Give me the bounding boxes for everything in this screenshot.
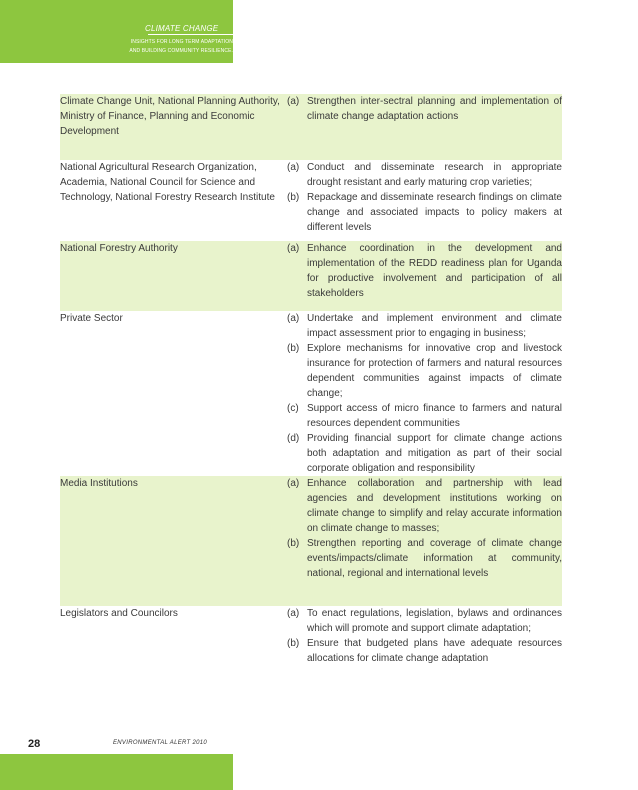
role-item: (a) Strengthen inter-sectral planning and implementation of climate change adaptation actions bbox=[287, 96, 562, 122]
header-subtitle-line1: INSIGHTS FOR LONG TERM ADAPTATION bbox=[130, 39, 233, 45]
table-row bbox=[60, 606, 562, 716]
role-item: (d) Providing financial support for climate change actions both adaptation and mitigation as part of their social corporate obligation and responsibility bbox=[287, 433, 562, 474]
table-row bbox=[60, 476, 562, 606]
role-text: Conduct and disseminate research in appropriate drought resistant and early maturing crop varieties; bbox=[307, 162, 562, 188]
role-text: Repackage and disseminate research findings on climate change and associated impacts to policy makers at different levels bbox=[307, 192, 562, 233]
role-text: Strengthen reporting and coverage of climate change events/impacts/climate information at community, national, regional and international levels bbox=[307, 538, 562, 579]
role-text: Providing financial support for climate change actions both adaptation and mitigation as part of their social corporate obligation and responsibility bbox=[307, 433, 562, 474]
role-text: Strengthen inter-sectral planning and implementation of climate change adaptation actions bbox=[307, 96, 562, 122]
roles-table bbox=[60, 94, 562, 716]
actor-cell: Climate Change Unit, National Planning Authority, Ministry of Finance, Planning and Economic Development bbox=[60, 94, 287, 160]
roles-cell bbox=[287, 476, 562, 606]
header-subtitle-line2: AND BUILDING COMMUNITY RESILIENCE. bbox=[129, 48, 233, 54]
roles-cell bbox=[287, 311, 562, 476]
header-title: CLIMATE CHANGE bbox=[145, 24, 219, 33]
actor-cell: Media Institutions bbox=[60, 476, 287, 606]
table-row bbox=[60, 160, 562, 241]
actor-cell: National Agricultural Research Organization, Academia, National Council for Science and Technology, National Forestry Research Institute bbox=[60, 162, 275, 203]
table-row bbox=[60, 241, 562, 311]
roles-cell bbox=[287, 241, 562, 311]
header-band bbox=[0, 0, 233, 63]
actor-cell: Private Sector bbox=[60, 313, 123, 324]
role-text: Explore mechanisms for innovative crop and livestock insurance for protection of farmers and natural resources dependent communities against impacts of climate change; bbox=[307, 343, 562, 399]
page-number: 28 bbox=[28, 738, 41, 750]
role-text: Undertake and implement environment and climate impact assessment prior to engaging in business; bbox=[307, 313, 562, 339]
actor-cell: National Forestry Authority bbox=[60, 241, 287, 311]
footer-band bbox=[0, 754, 233, 790]
table-row bbox=[60, 311, 562, 476]
role-item: (b) Explore mechanisms for innovative crop and livestock insurance for protection of farmers and natural resources dependent communities against impacts of climate change; bbox=[287, 343, 562, 399]
roles-cell bbox=[287, 94, 562, 160]
actor-cell: Legislators and Councilors bbox=[60, 608, 178, 619]
role-text: Enhance collaboration and partnership with lead agencies and development institutions working on climate change to simplify and relay accurate information on climate change to masses; bbox=[307, 478, 562, 534]
role-text: Support access of micro finance to farmers and natural resources dependent communities bbox=[307, 403, 562, 429]
roles-cell bbox=[287, 606, 562, 716]
role-text: Enhance coordination in the development and implementation of the REDD readiness plan for Uganda for productive involvement and participation of all stakeholders bbox=[307, 243, 562, 299]
roles-cell bbox=[287, 160, 562, 241]
role-item: (b) Strengthen reporting and coverage of climate change events/impacts/climate information at community, national, regional and international levels bbox=[287, 538, 562, 579]
role-item: (a) Undertake and implement environment and climate impact assessment prior to engaging in business; bbox=[287, 313, 562, 339]
table-row bbox=[60, 94, 562, 160]
header-divider bbox=[148, 34, 233, 35]
role-item: (c) Support access of micro finance to farmers and natural resources dependent communities bbox=[287, 403, 562, 429]
role-item: (b) Ensure that budgeted plans have adequate resources allocations for climate change adaptation bbox=[287, 638, 562, 664]
role-text: Ensure that budgeted plans have adequate resources allocations for climate change adaptation bbox=[307, 638, 562, 664]
role-item: (a) Conduct and disseminate research in appropriate drought resistant and early maturing crop varieties; bbox=[287, 162, 562, 188]
role-item: (a) To enact regulations, legislation, bylaws and ordinances which will promote and support climate adaptation; bbox=[287, 608, 562, 634]
role-item: (a) Enhance collaboration and partnership with lead agencies and development institutions working on climate change to simplify and relay accurate information on climate change to masses; bbox=[287, 478, 562, 534]
role-item: (b) Repackage and disseminate research findings on climate change and associated impacts to policy makers at different levels bbox=[287, 192, 562, 233]
role-text: To enact regulations, legislation, bylaws and ordinances which will promote and support climate adaptation; bbox=[307, 608, 562, 634]
role-item: (a) Enhance coordination in the development and implementation of the REDD readiness plan for Uganda for productive involvement and participation of all stakeholders bbox=[287, 243, 562, 299]
footer-publication: ENVIRONMENTAL ALERT 2010 bbox=[113, 740, 208, 746]
